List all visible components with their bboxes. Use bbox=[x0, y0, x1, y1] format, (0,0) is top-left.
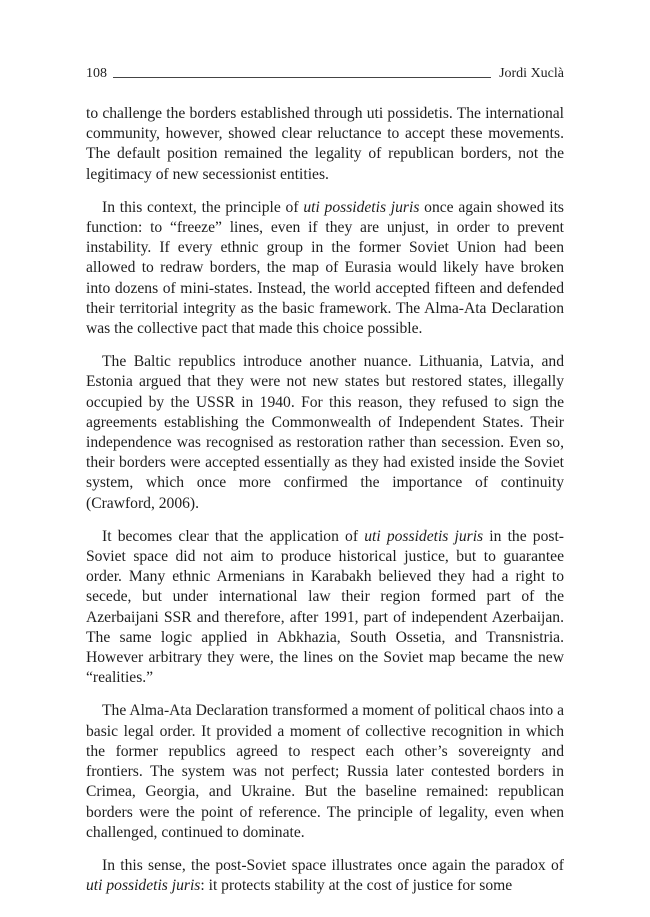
running-header bbox=[86, 62, 564, 82]
running-head-author: Jordi Xuclà bbox=[499, 66, 564, 81]
paragraph-4-text-a: It becomes clear that the application of bbox=[102, 527, 365, 545]
page-number: 108 bbox=[86, 66, 107, 81]
body-text bbox=[86, 104, 564, 896]
paragraph-6-italic: uti possidetis juris bbox=[86, 877, 201, 895]
paragraph-2 bbox=[86, 198, 564, 339]
paragraph-2-italic: uti possidetis juris bbox=[303, 198, 420, 216]
paragraph-6-text-b: : it protects stability at the cost of justice for some bbox=[200, 877, 513, 895]
paragraph-1: to challenge the borders established through uti possidetis. The international community, however, showed clear reluctance to accept these movements. The default position remained the legality of republican borders, not the legitimacy of new secessionist entities. bbox=[86, 105, 564, 183]
header-rule bbox=[113, 77, 491, 78]
paragraph-4-text-b: in the post-Soviet space did not aim to produce historical justice, but to guarantee order. Many ethnic Armenians in Karabakh believed they had a right to secede, but under international law their region formed part of the Azerbaijani SSR and therefore, after 1991, part of independent Azerbaijan. The same logic applied in Abkhazia, South Ossetia, and Transnistria. However arbitrary they were, the lines on the Soviet map became the new “realities.” bbox=[86, 527, 564, 687]
paragraph-3: The Baltic republics introduce another nuance. Lithuania, Latvia, and Estonia argued that they were not new states but restored states, illegally occupied by the USSR in 1940. For this reason, they refused to sign the agreements establishing the Commonwealth of Independent States. Their independence was recognised as restoration rather than secession. Even so, their borders were accepted essentially as they had existed inside the Soviet system, which once more confirmed the importance of continuity (Crawford, 2006). bbox=[86, 353, 564, 512]
paragraph-4-italic: uti possidetis juris bbox=[364, 527, 484, 545]
paragraph-5: The Alma-Ata Declaration transformed a moment of political chaos into a basic legal order. It provided a moment of collective recognition in which the former republics agreed to respect each other’s sovereignty and frontiers. The system was not perfect; Russia later contested borders in Crimea, Georgia, and Ukraine. But the baseline remained: republican borders were the point of reference. The principle of legality, even when challenged, continued to dominate. bbox=[86, 702, 564, 841]
paragraph-2-text-b: once again showed its function: to “freeze” lines, even if they are unjust, in order to prevent instability. If every ethnic group in the former Soviet Union had been allowed to redraw borders, the map of Eurasia would likely have broken into dozens of mini-states. Instead, the world accepted fifteen and defended their territorial integrity as the basic framework. The Alma-Ata Declaration was the collective pact that made this choice possible. bbox=[86, 198, 565, 338]
paragraph-6-text-a: In this sense, the post-Soviet space illustrates once again the paradox of bbox=[102, 856, 564, 874]
paragraph-4 bbox=[86, 527, 564, 689]
paragraph-6 bbox=[86, 856, 564, 896]
paragraph-2-text-a: In this context, the principle of bbox=[102, 198, 304, 216]
